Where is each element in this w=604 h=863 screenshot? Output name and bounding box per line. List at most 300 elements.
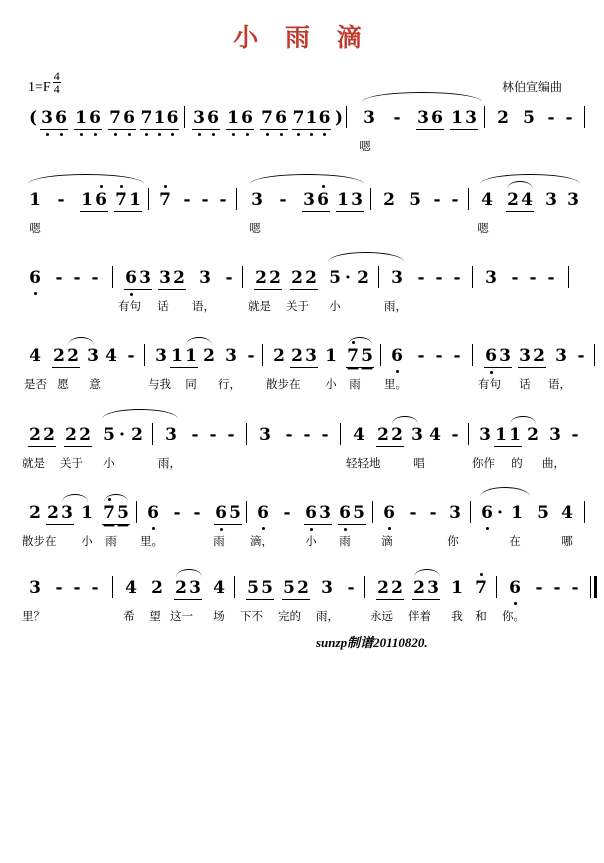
- lyric-syllable: 是否: [24, 377, 47, 391]
- barline: [152, 423, 153, 445]
- note: 7: [292, 108, 305, 128]
- note: 2: [391, 578, 403, 598]
- note: 3: [193, 108, 205, 128]
- note: 2: [79, 425, 91, 445]
- note: 5: [103, 425, 115, 445]
- tie: [68, 337, 94, 345]
- note: 2: [377, 578, 389, 598]
- note: 3: [87, 346, 99, 366]
- barline: [346, 106, 347, 128]
- dash: -: [225, 268, 233, 288]
- note: 1: [451, 108, 463, 128]
- lyric-syllable: 散步在: [22, 534, 57, 548]
- note: 3: [189, 578, 201, 598]
- engraver-credit: sunzp制谱20110820.: [316, 635, 428, 650]
- lyric-syllable: 滴，: [250, 534, 273, 548]
- dash: -: [285, 425, 293, 445]
- paren-close: ): [334, 108, 344, 128]
- lyric-syllable: 的: [511, 456, 523, 470]
- note: 7: [159, 190, 171, 210]
- note: 3: [303, 190, 315, 210]
- barline: [234, 576, 235, 598]
- dash: -: [303, 425, 311, 445]
- system-2-lyrics: [28, 220, 580, 240]
- note: 7: [103, 503, 115, 523]
- lyric-syllable: 语，: [548, 377, 571, 391]
- note: 6: [317, 190, 329, 210]
- dash: -: [429, 503, 437, 523]
- barline: [184, 106, 185, 128]
- barline: [144, 344, 145, 366]
- dash: -: [91, 578, 99, 598]
- note: 3: [567, 190, 579, 210]
- note: 1: [81, 190, 93, 210]
- tie: [176, 569, 202, 577]
- note: 6: [305, 503, 317, 523]
- lyric-syllable: 行，: [218, 377, 241, 391]
- system-5: [22, 425, 580, 475]
- dash: -: [201, 190, 209, 210]
- dash: -: [209, 425, 217, 445]
- note: 4: [213, 578, 225, 598]
- lyric-syllable: 小: [325, 377, 337, 391]
- note: 5: [229, 503, 241, 523]
- dash: -: [435, 346, 443, 366]
- note: 2: [527, 425, 539, 445]
- note: 3: [519, 346, 531, 366]
- note: 3: [417, 108, 429, 128]
- note: 2: [151, 578, 163, 598]
- note: 1: [185, 346, 197, 366]
- note: 2: [175, 578, 187, 598]
- slur: [250, 174, 364, 184]
- note: 3: [29, 578, 41, 598]
- note: 5: [283, 578, 295, 598]
- dash: -: [191, 425, 199, 445]
- note: 1: [153, 108, 166, 128]
- note: 6: [215, 503, 227, 523]
- dash: -: [173, 503, 181, 523]
- lyric-syllable: 这一: [170, 609, 193, 623]
- note: 6: [431, 108, 443, 128]
- note: 5: [261, 578, 273, 598]
- lyric-syllable: 曲，: [542, 456, 565, 470]
- note: 5: [523, 108, 535, 128]
- note: 4: [353, 425, 365, 445]
- note: 4: [429, 425, 441, 445]
- note: 3: [165, 425, 177, 445]
- barline: [594, 344, 595, 366]
- key-signature: [28, 70, 61, 96]
- lyric-syllable: 里。: [140, 534, 163, 548]
- note: 2: [173, 268, 185, 288]
- note: 6: [166, 108, 179, 128]
- dash: -: [511, 268, 519, 288]
- barline: [468, 423, 469, 445]
- lyric-syllable: 滴: [381, 534, 393, 548]
- note: 6: [89, 108, 101, 128]
- lyric-syllable: 你: [447, 534, 459, 548]
- paren-open: (: [28, 108, 38, 128]
- system-3-lyrics: [28, 298, 580, 318]
- note: 6: [29, 268, 41, 288]
- system-4-notes: [28, 346, 585, 376]
- dash: -: [547, 108, 555, 128]
- note: 2: [273, 346, 285, 366]
- note: 3: [391, 268, 403, 288]
- lyric-syllable: 望: [149, 609, 161, 623]
- note: 7: [140, 108, 153, 128]
- dash: -: [453, 268, 461, 288]
- slur: [328, 252, 404, 262]
- note: 2: [131, 425, 143, 445]
- system-6-lyrics: [22, 533, 580, 553]
- note: 3: [411, 425, 423, 445]
- dash: -: [219, 190, 227, 210]
- dash: -: [73, 268, 81, 288]
- note: 2: [255, 268, 267, 288]
- note: 1: [75, 108, 87, 128]
- note: 3: [259, 425, 271, 445]
- note: 2: [43, 425, 55, 445]
- note: 6: [55, 108, 67, 128]
- barline: [484, 106, 485, 128]
- lyric-syllable: 小: [103, 456, 115, 470]
- system-3-notes: [28, 268, 580, 298]
- lyric-syllable: 愿: [57, 377, 69, 391]
- barline: [468, 188, 469, 210]
- tie: [510, 416, 536, 424]
- note: 5: [361, 346, 373, 366]
- dash: -: [547, 268, 555, 288]
- lyric-syllable: 场: [213, 609, 225, 623]
- lyric-syllable: 希: [123, 609, 135, 623]
- dash: -: [227, 425, 235, 445]
- lyric-syllable: 你作: [472, 456, 495, 470]
- tie: [348, 337, 372, 345]
- dash: -: [193, 503, 201, 523]
- lyric-syllable: 有句: [478, 377, 501, 391]
- lyric-syllable: 嗯: [249, 221, 261, 235]
- system-6: [22, 503, 580, 553]
- note: 2: [497, 108, 509, 128]
- lyric-syllable: 嗯: [359, 139, 371, 153]
- dot: ·: [345, 268, 351, 288]
- barline: [112, 266, 113, 288]
- lyric-syllable: 你。: [502, 609, 525, 623]
- note: 2: [29, 503, 41, 523]
- note: 6: [207, 108, 219, 128]
- dash: -: [57, 190, 65, 210]
- note: 5: [353, 503, 365, 523]
- barline: [242, 266, 243, 288]
- note: 1: [227, 108, 239, 128]
- note: 3: [549, 425, 561, 445]
- system-7-lyrics: [22, 608, 580, 628]
- note: 3: [319, 503, 331, 523]
- note: 4: [105, 346, 117, 366]
- note: 3: [427, 578, 439, 598]
- note: 2: [65, 425, 77, 445]
- lyric-syllable: 语，: [192, 299, 215, 313]
- note: 2: [53, 346, 65, 366]
- dash: -: [417, 346, 425, 366]
- time-signature-numerator: 4: [53, 69, 60, 83]
- note: 5: [247, 578, 259, 598]
- note: 6: [241, 108, 253, 128]
- note: 5: [329, 268, 341, 288]
- system-2-notes: [28, 190, 580, 220]
- note: 1: [325, 346, 337, 366]
- barline: [584, 501, 585, 523]
- dash: -: [55, 578, 63, 598]
- slur: [102, 409, 178, 419]
- system-1: [28, 108, 580, 158]
- dash: -: [347, 578, 355, 598]
- tie: [62, 494, 88, 502]
- system-4-lyrics: [24, 376, 580, 396]
- note: 3: [363, 108, 375, 128]
- note: 6: [339, 503, 351, 523]
- barline: [372, 501, 373, 523]
- note: 3: [465, 108, 477, 128]
- lyric-syllable: 哪: [561, 534, 573, 548]
- note: 7: [261, 108, 273, 128]
- note: 2: [507, 190, 519, 210]
- barline: [236, 188, 237, 210]
- note: 1: [171, 346, 183, 366]
- dash: -: [571, 578, 579, 598]
- barline: [364, 576, 365, 598]
- note: 1: [81, 503, 93, 523]
- barline: [472, 344, 473, 366]
- dash: -: [321, 425, 329, 445]
- note: 7: [109, 108, 121, 128]
- note: 1: [129, 190, 141, 210]
- system-1-lyrics: [28, 138, 580, 158]
- tie: [186, 337, 212, 345]
- time-signature-denominator: 4: [53, 82, 60, 96]
- note: 3: [159, 268, 171, 288]
- lyric-syllable: 话: [157, 299, 169, 313]
- note: 5: [117, 503, 129, 523]
- dash: -: [183, 190, 191, 210]
- slur: [480, 487, 530, 497]
- note: 6: [123, 108, 135, 128]
- dash: -: [577, 346, 585, 366]
- lyric-syllable: 里？: [22, 609, 45, 623]
- dash: -: [451, 425, 459, 445]
- barline: [262, 344, 263, 366]
- lyric-syllable: 与我: [148, 377, 171, 391]
- note: 6: [125, 268, 137, 288]
- system-5-lyrics: [22, 455, 580, 475]
- dash: -: [279, 190, 287, 210]
- dash: -: [283, 503, 291, 523]
- lyric-syllable: 在: [509, 534, 521, 548]
- note: 3: [321, 578, 333, 598]
- system-7-notes: [28, 578, 580, 608]
- lyric-syllable: 里。: [384, 377, 407, 391]
- note: 6: [509, 578, 521, 598]
- note: 3: [479, 425, 491, 445]
- note: 2: [291, 346, 303, 366]
- note: 2: [297, 578, 309, 598]
- note: 2: [357, 268, 369, 288]
- system-2: [28, 190, 580, 240]
- lyric-syllable: 关于: [60, 456, 83, 470]
- slur: [480, 174, 580, 184]
- dot: ·: [497, 503, 503, 523]
- lyric-syllable: 就是: [248, 299, 271, 313]
- note: 6: [481, 503, 493, 523]
- key-signature-text: 1=F: [28, 80, 51, 95]
- note: 2: [291, 268, 303, 288]
- barline: [370, 188, 371, 210]
- note: 3: [449, 503, 461, 523]
- lyric-syllable: 嗯: [477, 221, 489, 235]
- note: 6: [383, 503, 395, 523]
- lyric-syllable: 雨: [339, 534, 351, 548]
- lyric-syllable: 散步在: [266, 377, 301, 391]
- note: 3: [155, 346, 167, 366]
- note: 5: [409, 190, 421, 210]
- note: 3: [485, 268, 497, 288]
- dash: -: [409, 503, 417, 523]
- note: 3: [545, 190, 557, 210]
- lyric-syllable: 和: [475, 609, 487, 623]
- lyric-syllable: 伴着: [408, 609, 431, 623]
- lyric-syllable: 下不: [240, 609, 263, 623]
- note: 2: [47, 503, 59, 523]
- note: 5: [537, 503, 549, 523]
- dash: -: [247, 346, 255, 366]
- note: 6: [95, 190, 107, 210]
- dash: -: [55, 268, 63, 288]
- lyric-syllable: 雨，: [316, 609, 339, 623]
- note: 4: [561, 503, 573, 523]
- barline: [148, 188, 149, 210]
- final-barline: [590, 576, 591, 598]
- tie: [392, 416, 418, 424]
- note: 4: [29, 346, 41, 366]
- barline: [340, 423, 341, 445]
- note: 3: [555, 346, 567, 366]
- system-5-notes: [28, 425, 580, 455]
- note: 1: [337, 190, 349, 210]
- note: 2: [269, 268, 281, 288]
- dash: -: [565, 108, 573, 128]
- dash: -: [393, 108, 401, 128]
- dash: -: [91, 268, 99, 288]
- dash: -: [535, 578, 543, 598]
- dash: -: [417, 268, 425, 288]
- note: 2: [305, 268, 317, 288]
- system-1-notes: [28, 108, 580, 138]
- system-6-notes: [28, 503, 580, 533]
- note: 2: [383, 190, 395, 210]
- barline: [584, 106, 585, 128]
- slur: [362, 92, 482, 102]
- dash: -: [453, 346, 461, 366]
- lyric-syllable: 嗯: [29, 221, 41, 235]
- note: 6: [318, 108, 331, 128]
- system-4: [24, 346, 585, 396]
- barline: [380, 344, 381, 366]
- note: 6: [257, 503, 269, 523]
- slur: [28, 174, 144, 184]
- barline: [378, 266, 379, 288]
- note: 1: [511, 503, 523, 523]
- note: 4: [481, 190, 493, 210]
- note: 2: [391, 425, 403, 445]
- note: 6: [485, 346, 497, 366]
- dot: ·: [119, 425, 125, 445]
- lyric-syllable: 唱: [413, 456, 425, 470]
- note: 3: [61, 503, 73, 523]
- system-7: [22, 578, 580, 628]
- dash: -: [73, 578, 81, 598]
- dash: -: [435, 268, 443, 288]
- note: 2: [377, 425, 389, 445]
- lyric-syllable: 永远: [370, 609, 393, 623]
- time-signature: [53, 70, 61, 95]
- lyric-syllable: 我: [451, 609, 463, 623]
- note: 4: [125, 578, 137, 598]
- lyric-syllable: 小: [305, 534, 317, 548]
- note: 1: [29, 190, 41, 210]
- lyric-syllable: 雨，: [384, 299, 407, 313]
- note: 6: [391, 346, 403, 366]
- note: 1: [495, 425, 507, 445]
- lyric-syllable: 小: [81, 534, 93, 548]
- note: 3: [41, 108, 53, 128]
- dash: -: [553, 578, 561, 598]
- lyric-syllable: 雨: [213, 534, 225, 548]
- note: 3: [225, 346, 237, 366]
- note: 2: [203, 346, 215, 366]
- barline: [136, 501, 137, 523]
- lyric-syllable: 话: [519, 377, 531, 391]
- tie: [414, 569, 440, 577]
- note: 7: [115, 190, 127, 210]
- note: 3: [251, 190, 263, 210]
- system-3: [28, 268, 580, 318]
- barline: [472, 266, 473, 288]
- note: 2: [67, 346, 79, 366]
- note: 3: [499, 346, 511, 366]
- barline: [246, 423, 247, 445]
- dash: -: [571, 425, 579, 445]
- lyric-syllable: 雨: [105, 534, 117, 548]
- note: 1: [509, 425, 521, 445]
- lyric-syllable: 同: [185, 377, 197, 391]
- barline: [112, 576, 113, 598]
- note: 3: [351, 190, 363, 210]
- lyric-syllable: 小: [329, 299, 341, 313]
- note: 3: [305, 346, 317, 366]
- barline: [470, 501, 471, 523]
- note: 2: [29, 425, 41, 445]
- lyric-syllable: 雨: [349, 377, 361, 391]
- page-title: 小 雨 滴: [233, 23, 371, 52]
- note: 1: [305, 108, 318, 128]
- barline: [568, 266, 569, 288]
- lyric-syllable: 就是: [22, 456, 45, 470]
- dash: -: [433, 190, 441, 210]
- barline: [246, 501, 247, 523]
- dash: -: [529, 268, 537, 288]
